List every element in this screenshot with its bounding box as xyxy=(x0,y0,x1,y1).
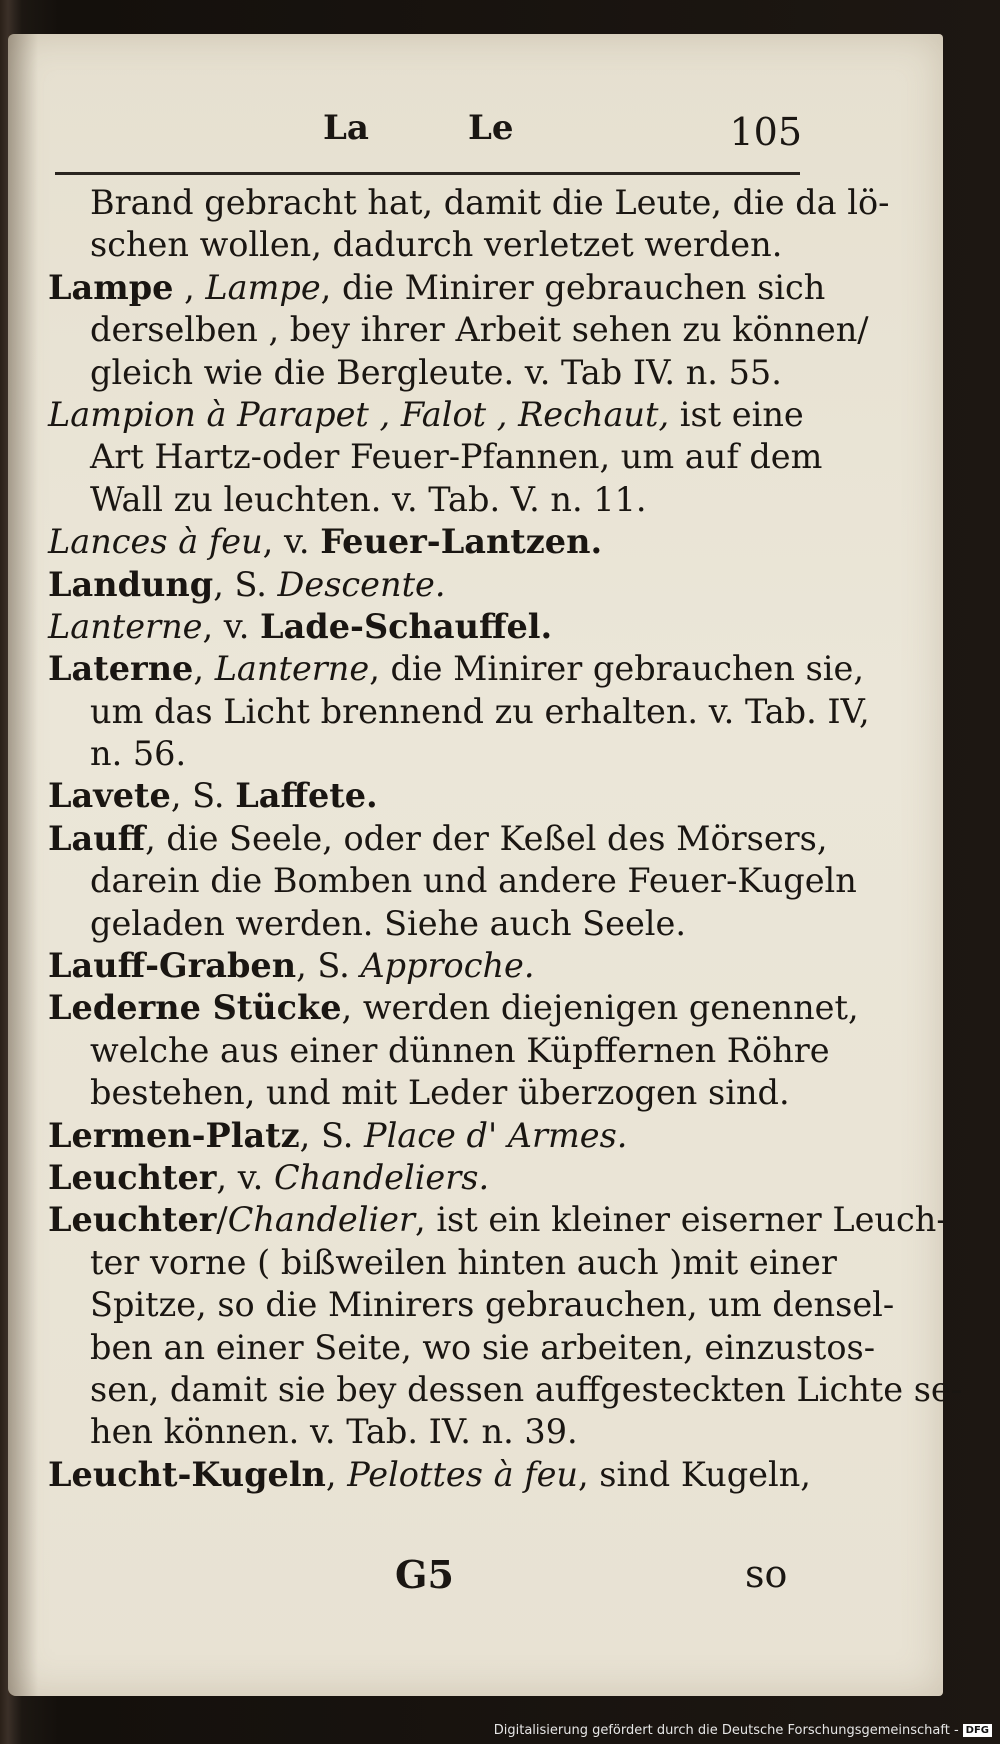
french-term: Chandeliers. xyxy=(273,1157,490,1197)
headword: Lade-Schauffel. xyxy=(260,606,553,646)
entry-continuation-line xyxy=(48,1284,895,1326)
text-run: , v. xyxy=(262,522,321,562)
headword: Laffete. xyxy=(235,776,378,816)
french-term: Chandelier xyxy=(227,1200,416,1240)
text-run: hen können. v. Tab. IV. n. 39. xyxy=(90,1412,578,1452)
text-run: , v. xyxy=(216,1157,274,1197)
entry-line xyxy=(48,945,808,987)
text-run: Art Hartz-oder Feuer-Pfannen, um auf dem xyxy=(90,437,823,477)
text-run: , werden diejenigen genennet, xyxy=(341,988,859,1028)
text-run: , xyxy=(325,1454,348,1494)
page-number: 105 xyxy=(729,110,802,154)
entry-line xyxy=(48,1115,808,1157)
signature-mark: G5 xyxy=(395,1552,454,1597)
page-footer xyxy=(0,1552,1000,1612)
entry-line xyxy=(48,987,859,1029)
text-run: ist eine xyxy=(669,394,804,434)
french-term: Lanterne xyxy=(214,649,370,689)
text-run: welche aus einer dünnen Küpffernen Röhre xyxy=(90,1030,830,1070)
text-run: sen, damit sie bey dessen auffgesteckten Lichte se- xyxy=(90,1369,963,1409)
dictionary-text xyxy=(48,182,963,1496)
text-run: , S. xyxy=(299,1115,365,1155)
text-run: darein die Bomben und andere Feuer-Kugeln xyxy=(90,861,857,901)
text-run: ben an einer Seite, wo sie arbeiten, einzustos- xyxy=(90,1327,876,1367)
french-term: Lampion à Parapet , Falot , Rechaut, xyxy=(48,394,670,434)
entry-continuation-line xyxy=(48,182,890,224)
entry-line xyxy=(48,521,808,563)
entry-continuation-line xyxy=(48,691,870,733)
text-run: , v. xyxy=(202,606,261,646)
entry-continuation-line xyxy=(48,1072,808,1114)
entry-continuation-line xyxy=(48,860,857,902)
headword: Lermen-Platz xyxy=(48,1115,300,1155)
text-run: geladen werden. Siehe auch Seele. xyxy=(90,903,686,943)
entry-continuation-line xyxy=(48,1030,830,1072)
entry-line xyxy=(48,606,808,648)
french-term: Place d' Armes. xyxy=(364,1115,628,1155)
entry-continuation-line xyxy=(48,352,808,394)
header-right-guide: Le xyxy=(468,108,514,148)
text-run: , xyxy=(193,649,215,689)
header-left-guide: La xyxy=(323,108,369,148)
text-run: derselben , bey ihrer Arbeit sehen zu können/ xyxy=(90,310,869,350)
headword: Lampe xyxy=(48,267,174,307)
entry-continuation-line xyxy=(48,309,869,351)
headword: Lauff xyxy=(48,818,146,858)
entry-continuation-line xyxy=(48,1411,808,1453)
entry-continuation-line xyxy=(48,479,808,521)
text-run: , S. xyxy=(213,564,278,604)
text-run: , die Minirer gebrauchen sich xyxy=(320,267,826,307)
text-run: schen wollen, dadurch verletzet werden. xyxy=(90,225,783,265)
entry-continuation-line xyxy=(48,733,808,775)
text-run: / xyxy=(216,1200,228,1240)
running-header xyxy=(48,108,800,168)
entry-line xyxy=(48,564,808,606)
catchword: so xyxy=(745,1552,788,1596)
text-run: gleich wie die Bergleute. v. Tab IV. n. 55. xyxy=(90,352,782,392)
entry-continuation-line xyxy=(48,1327,876,1369)
headword: Leuchter xyxy=(48,1157,217,1197)
entry-line xyxy=(48,818,828,860)
text-run: , die Minirer gebrauchen sie, xyxy=(369,649,864,689)
headword: Lavete xyxy=(48,776,171,816)
text-run: , sind Kugeln, xyxy=(578,1454,811,1494)
text-run: , ist ein kleiner eiserner Leuch- xyxy=(415,1200,948,1240)
entry-continuation-line xyxy=(48,436,823,478)
digitization-credit xyxy=(494,1723,992,1738)
headword: Leuchter xyxy=(48,1200,217,1240)
headword: Feuer-Lantzen. xyxy=(320,522,603,562)
headword: Leucht-Kugeln xyxy=(48,1454,326,1494)
text-run: Wall zu leuchten. v. Tab. V. n. 11. xyxy=(90,479,647,519)
headword: Lauff-Graben xyxy=(48,946,297,986)
french-term: Lances à feu xyxy=(48,522,263,562)
text-run: um das Licht brennend zu erhalten. v. Tab. IV, xyxy=(90,691,870,731)
french-term: Lanterne xyxy=(48,606,203,646)
text-run: Spitze, so die Minirers gebrauchen, um densel- xyxy=(90,1285,895,1325)
text-run: ter vorne ( bißweilen hinten auch )mit einer xyxy=(90,1242,837,1282)
entry-line xyxy=(48,267,826,309)
entry-line xyxy=(48,1157,808,1199)
text-run: bestehen, und mit Leder überzogen sind. xyxy=(90,1073,790,1113)
text-run: , S. xyxy=(296,946,361,986)
header-rule xyxy=(55,172,800,175)
entry-continuation-line xyxy=(48,1242,837,1284)
entry-line xyxy=(48,648,864,690)
text-run: n. 56. xyxy=(90,734,187,774)
entry-continuation-line xyxy=(48,224,808,266)
french-term: Descente. xyxy=(277,564,446,604)
entry-line xyxy=(48,1454,811,1496)
text-run: , xyxy=(173,267,206,307)
headword: Landung xyxy=(48,564,214,604)
entry-continuation-line xyxy=(48,1369,963,1411)
headword: Lederne Stücke xyxy=(48,988,342,1028)
text-run: , die Seele, oder der Keßel des Mörsers, xyxy=(145,818,828,858)
headword: Laterne xyxy=(48,649,194,689)
text-run: Brand gebracht hat, damit die Leute, die da lö- xyxy=(90,183,890,222)
french-term: Approche. xyxy=(360,946,535,986)
entry-line xyxy=(48,775,808,817)
dfg-logo: DFG xyxy=(963,1724,992,1737)
spine-shadow xyxy=(8,34,38,1696)
french-term: Lampe xyxy=(205,267,321,307)
entry-line xyxy=(48,394,808,436)
text-run: , S. xyxy=(170,776,236,816)
french-term: Pelottes à feu xyxy=(347,1454,578,1494)
entry-continuation-line xyxy=(48,903,808,945)
credit-text: Digitalisierung gefördert durch die Deutsche Forschungsgemeinschaft - xyxy=(493,1723,959,1738)
entry-line xyxy=(48,1199,948,1241)
